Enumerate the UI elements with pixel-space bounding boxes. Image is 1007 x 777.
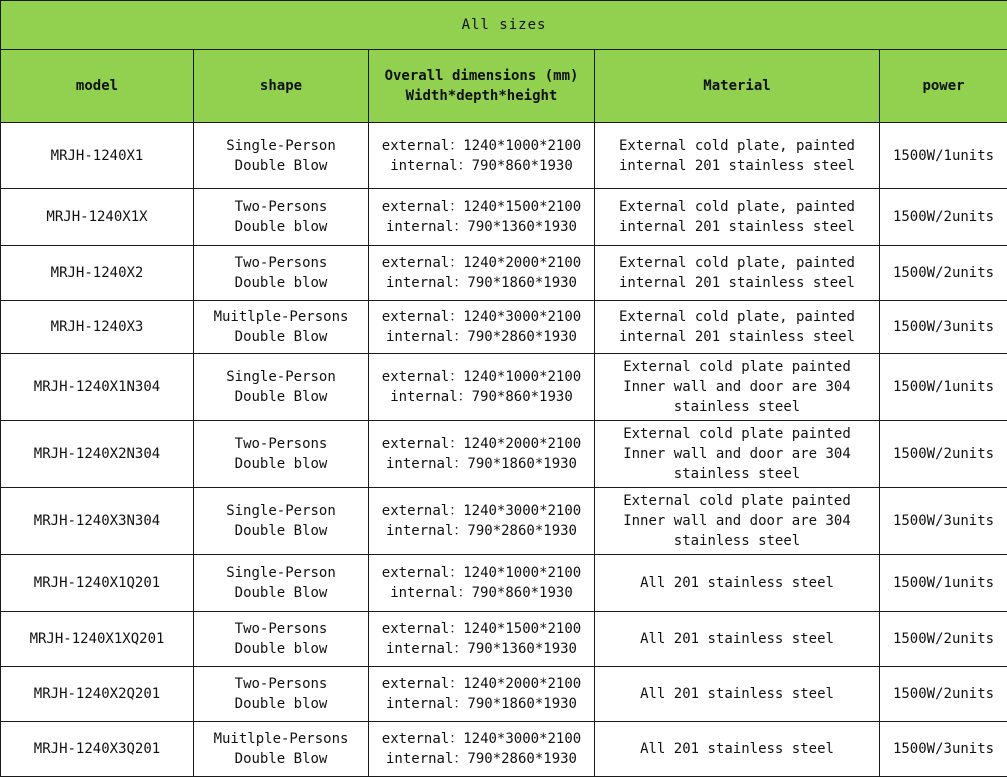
model-cell: [1, 722, 194, 777]
shape-cell: [194, 488, 369, 555]
material-cell: [595, 301, 880, 354]
table-row: [1, 722, 1007, 777]
header-power: power: [880, 50, 1007, 123]
internal-dimensions: internal：790*1860*1930: [385, 456, 577, 472]
material-line1: External cold plate, painted: [618, 309, 855, 325]
material-line1: All 201 stainless steel: [640, 575, 834, 591]
model-text: MRJH-1240X1Q201: [33, 575, 161, 591]
dimensions-cell: [369, 354, 595, 421]
model-text: MRJH-1240X1N304: [33, 379, 161, 395]
material-line1: External cold plate, painted: [618, 255, 855, 271]
shape-line1: Single-Person: [226, 369, 336, 385]
dimensions-cell: [369, 189, 595, 246]
shape-line2: Double Blow: [234, 329, 328, 345]
power-text: 1500W/1units: [892, 379, 995, 395]
material-line1: External cold plate, painted: [618, 137, 855, 154]
material-line2: internal 201 stainless steel: [618, 275, 855, 291]
dimensions-cell: [369, 612, 595, 667]
internal-dimensions: internal：790*860*1930: [390, 585, 573, 601]
power-text: 1500W/2units: [892, 209, 995, 225]
material-cell: [595, 354, 880, 421]
model-cell: [1, 246, 194, 301]
dimensions-cell: [369, 246, 595, 301]
material-line1: All 201 stainless steel: [640, 741, 834, 757]
shape-line1: Single-Person: [226, 137, 336, 154]
power-text: 1500W/2units: [892, 265, 995, 281]
table-row: [1, 246, 1007, 301]
table-row: [1, 612, 1007, 667]
external-dimensions: external：1240*1000*2100: [381, 565, 582, 581]
material-line2: internal 201 stainless steel: [618, 157, 855, 174]
power-text: 1500W/2units: [892, 446, 995, 462]
external-dimensions: external：1240*2000*2100: [381, 255, 582, 271]
material-line3: stainless steel: [673, 533, 801, 549]
power-cell: [880, 555, 1007, 612]
material-line2: Inner wall and door are 304: [623, 513, 851, 529]
power-text: 1500W/1units: [892, 575, 995, 591]
external-dimensions: external：1240*2000*2100: [381, 676, 582, 692]
external-dimensions: external：1240*1000*2100: [381, 137, 582, 154]
table-row: [1, 667, 1007, 722]
model-text: MRJH-1240X1XQ201: [29, 631, 165, 647]
model-cell: [1, 189, 194, 246]
material-cell: [595, 123, 880, 189]
dimensions-cell: [369, 667, 595, 722]
shape-line2: Double blow: [234, 641, 328, 657]
shape-line2: Double blow: [234, 275, 328, 291]
external-dimensions: external：1240*3000*2100: [381, 503, 582, 519]
model-text: MRJH-1240X3Q201: [33, 741, 161, 757]
material-line1: External cold plate painted: [623, 493, 851, 509]
material-cell: [595, 421, 880, 488]
shape-cell: [194, 722, 369, 777]
table-row: [1, 189, 1007, 246]
model-cell: [1, 488, 194, 555]
model-cell: [1, 555, 194, 612]
shape-cell: [194, 354, 369, 421]
power-cell: [880, 421, 1007, 488]
table-body: [1, 123, 1007, 777]
header-dimensions-line1: Overall dimensions (mm): [384, 68, 579, 84]
internal-dimensions: internal：790*860*1930: [390, 389, 573, 405]
external-dimensions: external：1240*3000*2100: [381, 731, 582, 747]
table-row: [1, 354, 1007, 421]
model-cell: [1, 421, 194, 488]
power-text: 1500W/3units: [892, 513, 995, 529]
model-text: MRJH-1240X1: [50, 147, 144, 164]
power-cell: [880, 189, 1007, 246]
dimensions-cell: [369, 301, 595, 354]
material-line1: All 201 stainless steel: [640, 686, 834, 702]
table-row: [1, 123, 1007, 189]
header-dimensions: [369, 50, 595, 123]
model-text: MRJH-1240X2Q201: [33, 686, 161, 702]
shape-line2: Double Blow: [234, 157, 328, 174]
model-text: MRJH-1240X1X: [46, 209, 148, 225]
shape-cell: [194, 123, 369, 189]
model-cell: [1, 301, 194, 354]
material-cell: [595, 488, 880, 555]
internal-dimensions: internal：790*2860*1930: [385, 523, 577, 539]
external-dimensions: external：1240*2000*2100: [381, 436, 582, 452]
shape-line1: Two-Persons: [234, 436, 328, 452]
material-cell: [595, 555, 880, 612]
shape-line1: Single-Person: [226, 565, 336, 581]
external-dimensions: external：1240*1000*2100: [381, 369, 582, 385]
power-cell: [880, 667, 1007, 722]
dimensions-cell: [369, 123, 595, 189]
shape-line1: Two-Persons: [234, 255, 328, 271]
material-line1: External cold plate, painted: [618, 199, 855, 215]
shape-line1: Two-Persons: [234, 676, 328, 692]
model-text: MRJH-1240X3: [50, 319, 144, 335]
material-cell: [595, 667, 880, 722]
shape-line2: Double blow: [234, 219, 328, 235]
material-cell: [595, 612, 880, 667]
shape-cell: [194, 189, 369, 246]
shape-cell: [194, 555, 369, 612]
shape-line2: Double Blow: [234, 389, 328, 405]
power-cell: [880, 301, 1007, 354]
shape-cell: [194, 667, 369, 722]
material-line3: stainless steel: [673, 399, 801, 415]
internal-dimensions: internal：790*2860*1930: [385, 329, 577, 345]
external-dimensions: external：1240*1500*2100: [381, 199, 582, 215]
shape-cell: [194, 246, 369, 301]
material-line2: Inner wall and door are 304: [623, 379, 851, 395]
power-cell: [880, 354, 1007, 421]
shape-line1: Two-Persons: [234, 199, 328, 215]
model-cell: [1, 354, 194, 421]
internal-dimensions: internal：790*2860*1930: [385, 751, 577, 767]
power-text: 1500W/3units: [892, 319, 995, 335]
header-shape: shape: [194, 50, 369, 123]
dimensions-cell: [369, 421, 595, 488]
header-material: Material: [595, 50, 880, 123]
model-cell: [1, 667, 194, 722]
material-line1: External cold plate painted: [623, 426, 851, 442]
shape-line1: Single-Person: [226, 503, 336, 519]
model-cell: [1, 123, 194, 189]
power-cell: [880, 246, 1007, 301]
material-line1: All 201 stainless steel: [640, 631, 834, 647]
internal-dimensions: internal：790*1860*1930: [385, 275, 577, 291]
shape-line2: Double Blow: [234, 751, 328, 767]
external-dimensions: external：1240*3000*2100: [381, 309, 582, 325]
model-text: MRJH-1240X3N304: [33, 513, 161, 529]
power-text: 1500W/2units: [892, 686, 995, 702]
internal-dimensions: internal：790*1860*1930: [385, 696, 577, 712]
model-text: MRJH-1240X2N304: [33, 446, 161, 462]
power-cell: [880, 488, 1007, 555]
internal-dimensions: internal：790*1360*1930: [385, 219, 577, 235]
header-row: [1, 50, 1007, 123]
material-line2: internal 201 stainless steel: [618, 329, 855, 345]
header-dimensions-line2: Width*depth*height: [405, 88, 558, 104]
material-line1: External cold plate painted: [623, 359, 851, 375]
table-row: [1, 301, 1007, 354]
shape-cell: [194, 301, 369, 354]
power-cell: [880, 123, 1007, 189]
dimensions-cell: [369, 722, 595, 777]
shape-line1: Two-Persons: [234, 621, 328, 637]
material-line2: internal 201 stainless steel: [618, 219, 855, 235]
dimensions-cell: [369, 488, 595, 555]
model-cell: [1, 612, 194, 667]
material-cell: [595, 722, 880, 777]
shape-cell: [194, 421, 369, 488]
material-line3: stainless steel: [673, 466, 801, 482]
internal-dimensions: internal：790*860*1930: [390, 157, 573, 174]
shape-line2: Double blow: [234, 696, 328, 712]
power-cell: [880, 722, 1007, 777]
material-cell: [595, 246, 880, 301]
shape-line2: Double Blow: [234, 523, 328, 539]
shape-line2: Double Blow: [234, 585, 328, 601]
table-row: [1, 555, 1007, 612]
shape-line1: Muitlple-Persons: [213, 309, 349, 325]
table-title: All sizes: [1, 1, 1007, 50]
model-text: MRJH-1240X2: [50, 265, 144, 281]
material-cell: [595, 189, 880, 246]
shape-cell: [194, 612, 369, 667]
table-row: [1, 488, 1007, 555]
external-dimensions: external：1240*1500*2100: [381, 621, 582, 637]
table-row: [1, 421, 1007, 488]
internal-dimensions: internal：790*1360*1930: [385, 641, 577, 657]
material-line2: Inner wall and door are 304: [623, 446, 851, 462]
dimensions-cell: [369, 555, 595, 612]
shape-line1: Muitlple-Persons: [213, 731, 349, 747]
shape-line2: Double blow: [234, 456, 328, 472]
power-text: 1500W/3units: [892, 741, 995, 757]
power-text: 1500W/2units: [892, 631, 995, 647]
power-cell: [880, 612, 1007, 667]
header-model: model: [1, 50, 194, 123]
power-text: 1500W/1units: [892, 147, 995, 164]
